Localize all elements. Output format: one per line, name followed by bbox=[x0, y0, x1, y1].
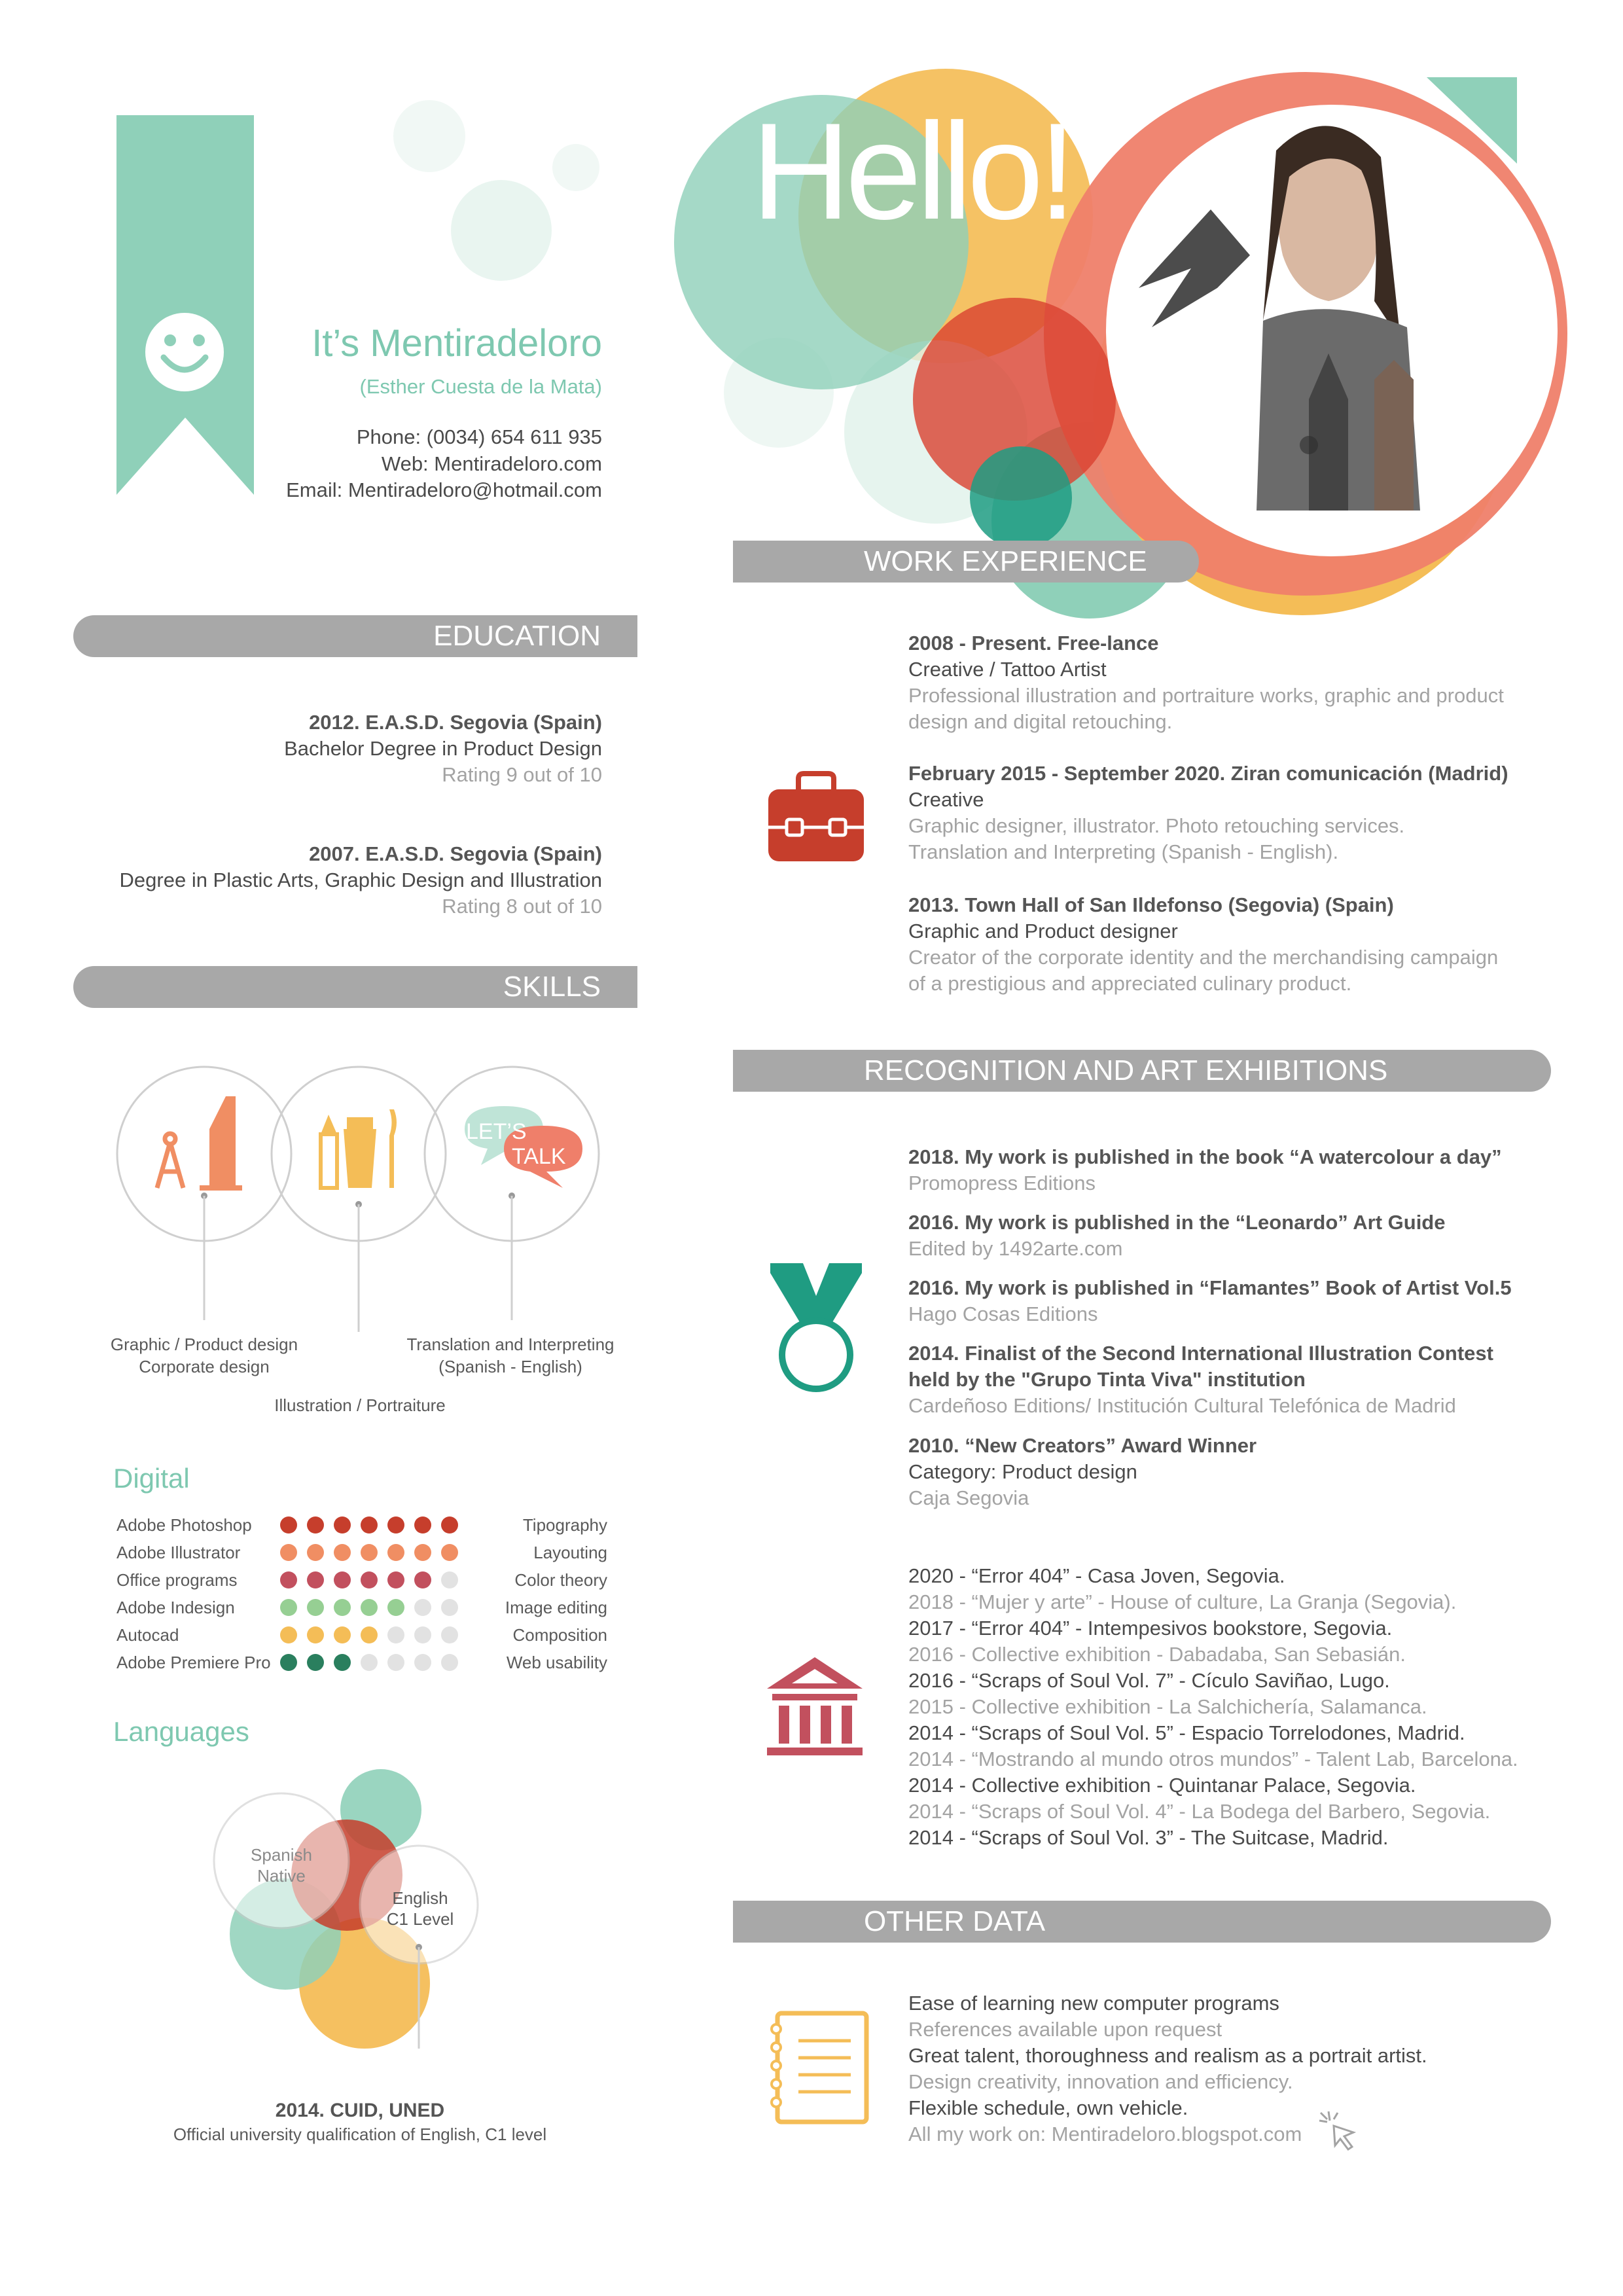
digital-skill-left-label: Office programs bbox=[116, 1570, 238, 1590]
education-2-rating: Rating 8 out of 10 bbox=[442, 895, 602, 918]
recog-4-head2: held by the "Grupo Tinta Viva" institution bbox=[908, 1368, 1306, 1391]
exhibition-item: 2016 - “Scraps of Soul Vol. 7” - Cículo Saviñao, Lugo. bbox=[908, 1669, 1390, 1692]
english-label bbox=[355, 1888, 486, 1929]
work-1-desc2: design and digital retouching. bbox=[908, 710, 1173, 733]
exhibition-item: 2014 - “Mostrando al mundo otros mundos” - Talent Lab, Barcelona. bbox=[908, 1748, 1518, 1770]
museum-icon bbox=[766, 1656, 864, 1757]
work-2-role: Creative bbox=[908, 788, 984, 811]
level-dot bbox=[280, 1571, 297, 1588]
recog-5-sub: Caja Segovia bbox=[908, 1486, 1029, 1509]
skill-level-dots bbox=[280, 1654, 468, 1674]
level-dot bbox=[387, 1654, 404, 1671]
skill-translation-sub: (Spanish - English) bbox=[438, 1357, 582, 1376]
work-1-role: Creative / Tattoo Artist bbox=[908, 658, 1107, 681]
skill-level-dots bbox=[280, 1544, 468, 1564]
digital-skill-row bbox=[116, 1567, 607, 1593]
level-dot bbox=[441, 1599, 458, 1616]
level-dot bbox=[280, 1654, 297, 1671]
level-dot bbox=[387, 1599, 404, 1616]
briefcase-icon bbox=[767, 771, 865, 863]
talk-bubble-text: TALK bbox=[512, 1144, 566, 1169]
education-header: EDUCATION bbox=[73, 615, 637, 657]
level-dot bbox=[334, 1544, 351, 1561]
recog-2-head: 2016. My work is published in the “Leonardo” Art Guide bbox=[908, 1211, 1446, 1234]
skill-level-dots bbox=[280, 1626, 468, 1647]
cert-desc: Official university qualification of English, C1 level bbox=[173, 2125, 547, 2144]
c1-text: C1 Level bbox=[386, 1909, 454, 1929]
ribbon-bookmark bbox=[116, 115, 254, 495]
level-dot bbox=[414, 1654, 431, 1671]
work-2-desc1: Graphic designer, illustrator. Photo retouching services. bbox=[908, 814, 1405, 837]
recog-2-sub: Edited by 1492arte.com bbox=[908, 1237, 1123, 1260]
name-heading: It’s Mentiradeloro bbox=[312, 322, 602, 365]
digital-skill-left-label: Adobe Indesign bbox=[116, 1598, 235, 1617]
work-3-desc1: Creator of the corporate identity and the merchandising campaign bbox=[908, 946, 1499, 969]
notebook-icon bbox=[766, 2009, 870, 2126]
level-dot bbox=[334, 1571, 351, 1588]
work-3-role: Graphic and Product designer bbox=[908, 920, 1178, 942]
digital-skill-row bbox=[116, 1622, 607, 1648]
spanish-label bbox=[216, 1844, 347, 1886]
real-name: (Esther Cuesta de la Mata) bbox=[359, 375, 602, 398]
education-1-head: 2012. E.A.S.D. Segovia (Spain) bbox=[309, 711, 602, 734]
exhibition-item: 2020 - “Error 404” - Casa Joven, Segovia. bbox=[908, 1564, 1285, 1587]
education-1-degree: Bachelor Degree in Product Design bbox=[284, 737, 602, 760]
education-1-rating: Rating 9 out of 10 bbox=[442, 763, 602, 786]
recog-5-mid: Category: Product design bbox=[908, 1460, 1137, 1483]
digital-skill-row bbox=[116, 1512, 607, 1538]
skills-header: SKILLS bbox=[73, 966, 637, 1008]
digital-skill-right-label: Image editing bbox=[505, 1598, 607, 1617]
work-3-desc2: of a prestigious and appreciated culinary product. bbox=[908, 972, 1352, 995]
level-dot bbox=[307, 1571, 324, 1588]
exhibition-item: 2017 - “Error 404” - Intempesivos bookstore, Segovia. bbox=[908, 1617, 1393, 1640]
digital-skill-row bbox=[116, 1649, 607, 1676]
level-dot bbox=[334, 1654, 351, 1671]
work-3-head: 2013. Town Hall of San Ildefonso (Segovia) (Spain) bbox=[908, 893, 1394, 916]
education-2-head: 2007. E.A.S.D. Segovia (Spain) bbox=[309, 842, 602, 865]
recog-4-head: 2014. Finalist of the Second International Illustration Contest bbox=[908, 1342, 1493, 1365]
lets-bubble-text: LET’S bbox=[466, 1119, 527, 1144]
phone-text: Phone: (0034) 654 611 935 bbox=[356, 425, 602, 448]
other-header: OTHER DATA bbox=[733, 1901, 1551, 1943]
skills-icons bbox=[111, 1057, 609, 1332]
work-header: WORK EXPERIENCE bbox=[733, 541, 1199, 583]
other-line-3: Great talent, thoroughness and realism as a portrait artist. bbox=[908, 2044, 1427, 2067]
level-dot bbox=[414, 1571, 431, 1588]
skill-label-illustration: Illustration / Portraiture bbox=[274, 1395, 446, 1415]
skill-level-dots bbox=[280, 1599, 468, 1619]
other-line-2: References available upon request bbox=[908, 2018, 1222, 2041]
level-dot bbox=[387, 1571, 404, 1588]
native-text: Native bbox=[257, 1866, 306, 1886]
recog-3-sub: Hago Cosas Editions bbox=[908, 1302, 1098, 1325]
level-dot bbox=[307, 1626, 324, 1643]
skill-label-translation bbox=[393, 1333, 628, 1378]
level-dot bbox=[414, 1626, 431, 1643]
level-dot bbox=[334, 1599, 351, 1616]
digital-skill-row bbox=[116, 1539, 607, 1566]
digital-skill-row bbox=[116, 1594, 607, 1621]
digital-skill-left-label: Autocad bbox=[116, 1625, 179, 1645]
skill-level-dots bbox=[280, 1571, 468, 1592]
cursor-click-icon bbox=[1315, 2108, 1361, 2153]
digital-skill-left-label: Adobe Illustrator bbox=[116, 1543, 241, 1562]
other-line-1: Ease of learning new computer programs bbox=[908, 1992, 1279, 2015]
level-dot bbox=[361, 1516, 378, 1534]
digital-skill-right-label: Composition bbox=[512, 1625, 607, 1645]
skill-level-dots bbox=[280, 1516, 468, 1537]
other-line-4: Design creativity, innovation and efficiency. bbox=[908, 2070, 1293, 2093]
skill-translation-text: Translation and Interpreting bbox=[406, 1335, 615, 1354]
level-dot bbox=[414, 1544, 431, 1561]
digital-title: Digital bbox=[113, 1463, 190, 1494]
level-dot bbox=[441, 1626, 458, 1643]
exhibition-item: 2018 - “Mujer y arte” - House of culture, La Granja (Segovia). bbox=[908, 1590, 1457, 1613]
level-dot bbox=[441, 1516, 458, 1534]
recog-1-sub: Promopress Editions bbox=[908, 1172, 1096, 1194]
work-2-head: February 2015 - September 2020. Ziran comunicación (Madrid) bbox=[908, 762, 1508, 785]
other-line-5: Flexible schedule, own vehicle. bbox=[908, 2096, 1188, 2119]
level-dot bbox=[280, 1626, 297, 1643]
work-1-desc1: Professional illustration and portraiture works, graphic and product bbox=[908, 684, 1504, 707]
cert-head: 2014. CUID, UNED bbox=[275, 2100, 445, 2121]
level-dot bbox=[361, 1599, 378, 1616]
digital-skill-left-label: Adobe Photoshop bbox=[116, 1515, 252, 1535]
exhibition-item: 2014 - “Scraps of Soul Vol. 3” - The Suitcase, Madrid. bbox=[908, 1826, 1389, 1849]
level-dot bbox=[387, 1516, 404, 1534]
level-dot bbox=[361, 1571, 378, 1588]
recog-4-sub: Cardeñoso Editions/ Institución Cultural Telefónica de Madrid bbox=[908, 1394, 1456, 1417]
work-1-head: 2008 - Present. Free-lance bbox=[908, 632, 1159, 655]
level-dot bbox=[280, 1599, 297, 1616]
digital-skill-left-label: Adobe Premiere Pro bbox=[116, 1653, 271, 1672]
level-dot bbox=[414, 1516, 431, 1534]
level-dot bbox=[280, 1516, 297, 1534]
level-dot bbox=[307, 1516, 324, 1534]
level-dot bbox=[361, 1654, 378, 1671]
education-2-degree: Degree in Plastic Arts, Graphic Design and Illustration bbox=[119, 869, 602, 891]
recog-5-head: 2010. “New Creators” Award Winner bbox=[908, 1434, 1257, 1457]
exhibition-item: 2016 - Collective exhibition - Dabadaba, San Sebasián. bbox=[908, 1643, 1406, 1666]
english-text: English bbox=[392, 1888, 448, 1908]
exhibition-item: 2015 - Collective exhibition - La Salchichería, Salamanca. bbox=[908, 1695, 1427, 1718]
recog-3-head: 2016. My work is published in “Flamantes” Book of Artist Vol.5 bbox=[908, 1276, 1512, 1299]
level-dot bbox=[334, 1516, 351, 1534]
recognition-header: RECOGNITION AND ART EXHIBITIONS bbox=[733, 1050, 1551, 1092]
digital-skill-right-label: Layouting bbox=[533, 1543, 607, 1562]
digital-skill-right-label: Tipography bbox=[522, 1515, 607, 1535]
portrait-illustration bbox=[1113, 105, 1558, 556]
skill-corporate-text: Corporate design bbox=[139, 1357, 270, 1376]
work-2-desc2: Translation and Interpreting (Spanish - English). bbox=[908, 840, 1339, 863]
medal-icon bbox=[767, 1260, 865, 1397]
email-link[interactable]: Email: Mentiradeloro@hotmail.com bbox=[286, 478, 602, 501]
level-dot bbox=[441, 1571, 458, 1588]
digital-skill-right-label: Color theory bbox=[514, 1570, 607, 1590]
exhibition-item: 2014 - “Scraps of Soul Vol. 4” - La Bodega del Barbero, Segovia. bbox=[908, 1800, 1491, 1823]
exhibition-item: 2014 - Collective exhibition - Quintanar Palace, Segovia. bbox=[908, 1774, 1416, 1797]
languages-title: Languages bbox=[113, 1716, 249, 1747]
level-dot bbox=[414, 1599, 431, 1616]
skill-graphic-text: Graphic / Product design bbox=[110, 1335, 298, 1354]
level-dot bbox=[307, 1654, 324, 1671]
level-dot bbox=[280, 1544, 297, 1561]
level-dot bbox=[361, 1626, 378, 1643]
hello-title: Hello! bbox=[751, 94, 1071, 248]
level-dot bbox=[307, 1599, 324, 1616]
level-dot bbox=[441, 1544, 458, 1561]
level-dot bbox=[334, 1626, 351, 1643]
level-dot bbox=[387, 1626, 404, 1643]
level-dot bbox=[361, 1544, 378, 1561]
level-dot bbox=[441, 1654, 458, 1671]
recog-1-head: 2018. My work is published in the book “A watercolour a day” bbox=[908, 1145, 1502, 1168]
exhibition-item: 2014 - “Scraps of Soul Vol. 5” - Espacio Torrelodones, Madrid. bbox=[908, 1721, 1465, 1744]
blog-link[interactable]: All my work on: Mentiradeloro.blogspot.com bbox=[908, 2123, 1302, 2145]
digital-skill-right-label: Web usability bbox=[506, 1653, 607, 1672]
level-dot bbox=[387, 1544, 404, 1561]
spanish-text: Spanish bbox=[251, 1845, 312, 1865]
level-dot bbox=[307, 1544, 324, 1561]
web-link[interactable]: Web: Mentiradeloro.com bbox=[381, 452, 602, 475]
skill-label-graphic bbox=[99, 1333, 309, 1378]
